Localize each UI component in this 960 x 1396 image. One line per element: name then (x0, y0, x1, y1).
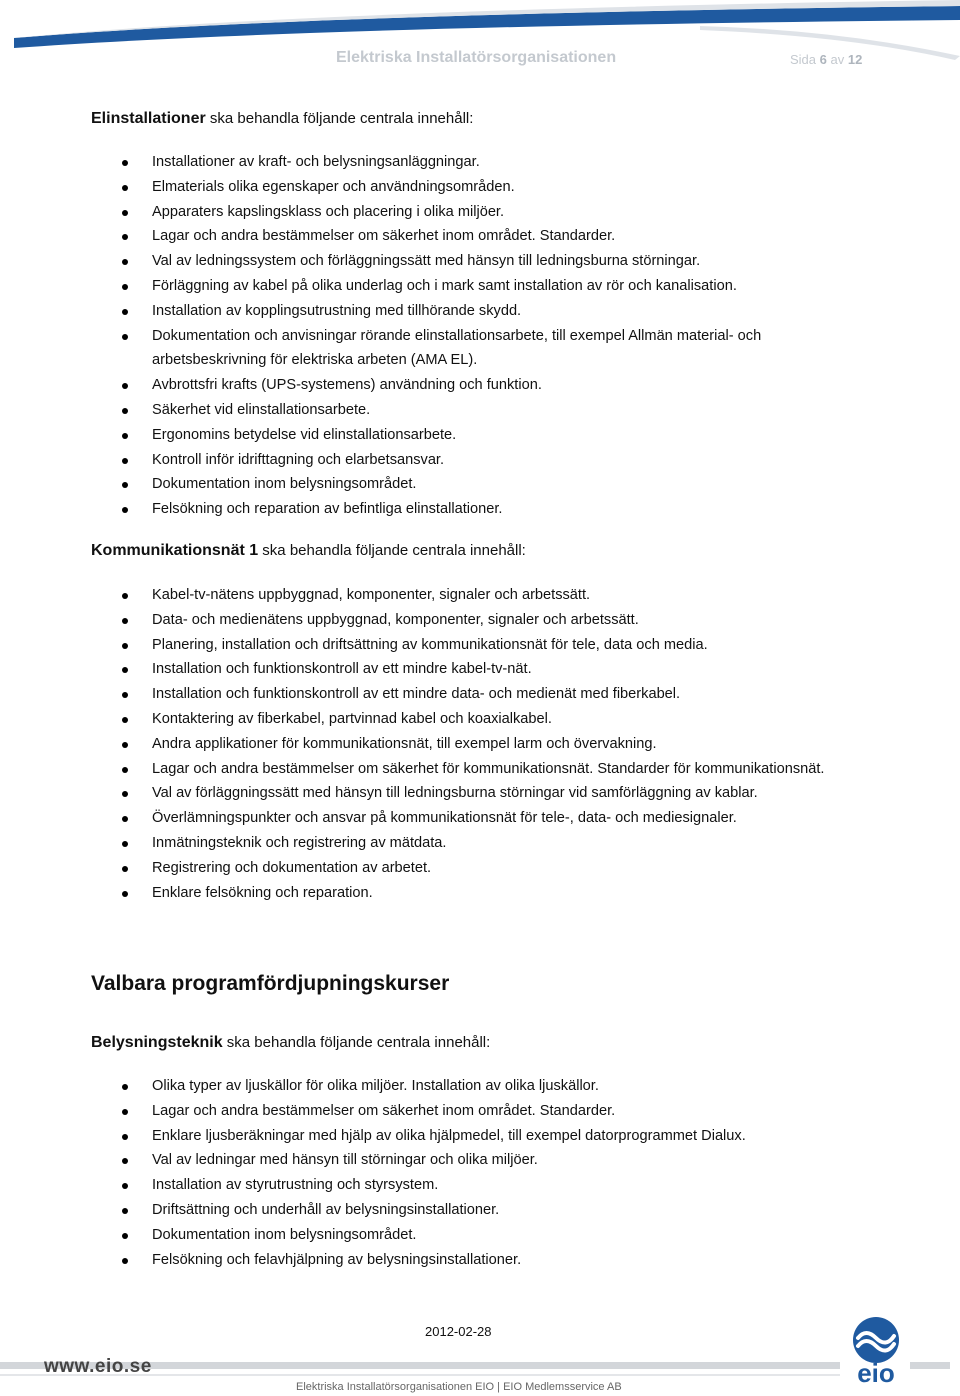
page-separator: av (830, 52, 845, 67)
list-item: Dokumentation och anvisningar rörande elinstallationsarbete, till exempel Allmän material- och arbetsbeskrivning för elektriska arbeten (AMA EL). (91, 324, 831, 374)
section-heading-belysningsteknik (91, 1034, 490, 1052)
list-item: Kabel-tv-nätens uppbyggnad, komponenter, signaler och arbetssätt. (91, 583, 831, 608)
section-heading-kommunikationsnat (91, 542, 526, 560)
list-item: Enklare ljusberäkningar med hjälp av olika hjälpmedel, till exempel datorprogrammet Dialux. (91, 1124, 831, 1149)
heading-valbara-kurser: Valbara programfördjupningskurser (91, 972, 450, 995)
list-item: Kontaktering av fiberkabel, partvinnad kabel och koaxialkabel. (91, 707, 831, 732)
page-current: 6 (819, 52, 827, 67)
list-item: Val av ledningssystem och förläggningssätt med hänsyn till ledningsburna störningar. (91, 249, 831, 274)
list-item: Överlämningspunkter och ansvar på kommunikationsnät för tele-, data- och mediesignaler. (91, 806, 831, 831)
page-prefix: Sida (790, 52, 817, 67)
list-item: Säkerhet vid elinstallationsarbete. (91, 398, 831, 423)
header-organization: Elektriska Installatörsorganisationen (336, 49, 617, 66)
list-item: Felsökning och felavhjälpning av belysningsinstallationer. (91, 1248, 831, 1273)
list-item: Installation och funktionskontroll av ett mindre data- och medienät med fiberkabel. (91, 682, 831, 707)
bullet-list-elinstallationer (91, 150, 831, 522)
section-title: Belysningsteknik (91, 1034, 223, 1051)
list-item: Installation av styrutrustning och styrsystem. (91, 1173, 831, 1198)
list-item: Elmaterials olika egenskaper och användningsområden. (91, 175, 831, 200)
list-item: Installation och funktionskontroll av ett mindre kabel-tv-nät. (91, 657, 831, 682)
section-heading-elinstallationer (91, 110, 473, 128)
list-item: Lagar och andra bestämmelser om säkerhet inom området. Standarder. (91, 1099, 831, 1124)
list-item: Ergonomins betydelse vid elinstallationsarbete. (91, 423, 831, 448)
footer-company: Elektriska Installatörsorganisationen EIO | EIO Medlemsservice AB (296, 1381, 622, 1393)
list-item: Olika typer av ljuskällor för olika miljöer. Installation av olika ljuskällor. (91, 1074, 831, 1099)
list-item: Felsökning och reparation av befintliga elinstallationer. (91, 497, 831, 522)
list-item: Dokumentation inom belysningsområdet. (91, 472, 831, 497)
section-title: Kommunikationsnät 1 (91, 542, 259, 559)
list-item: Apparaters kapslingsklass och placering i olika miljöer. (91, 200, 831, 225)
list-item: Installation av kopplingsutrustning med tillhörande skydd. (91, 299, 831, 324)
list-item: Andra applikationer för kommunikationsnät, till exempel larm och övervakning. (91, 732, 831, 757)
list-item: Förläggning av kabel på olika underlag och i mark samt installation av rör och kanalisation. (91, 274, 831, 299)
footer-date: 2012-02-28 (425, 1324, 492, 1339)
page-total: 12 (847, 52, 863, 67)
section-intro-text: ska behandla följande centrala innehåll: (205, 110, 474, 127)
list-item: Dokumentation inom belysningsområdet. (91, 1223, 831, 1248)
list-item: Inmätningsteknik och registrering av mätdata. (91, 831, 831, 856)
list-item: Lagar och andra bestämmelser om säkerhet inom området. Standarder. (91, 224, 831, 249)
list-item: Kontroll inför idrifttagning och elarbetsansvar. (91, 448, 831, 473)
bullet-list-belysningsteknik (91, 1074, 831, 1272)
section-intro-text: ska behandla följande centrala innehåll: (258, 542, 526, 559)
section-intro-text: ska behandla följande centrala innehåll: (222, 1034, 491, 1051)
list-item: Installationer av kraft- och belysningsanläggningar. (91, 150, 831, 175)
bullet-list-kommunikationsnat (91, 583, 831, 905)
eio-logo-text: eio (857, 1358, 895, 1388)
list-item: Enklare felsökning och reparation. (91, 881, 831, 906)
list-item: Val av ledningar med hänsyn till störningar och olika miljöer. (91, 1148, 831, 1173)
list-item: Driftsättning och underhåll av belysningsinstallationer. (91, 1198, 831, 1223)
list-item: Registrering och dokumentation av arbetet. (91, 856, 831, 881)
list-item: Data- och medienätens uppbyggnad, komponenter, signaler och arbetssätt. (91, 608, 831, 633)
footer-website-link[interactable]: www.eio.se (44, 1356, 152, 1377)
section-title: Elinstallationer (91, 110, 206, 127)
list-item: Avbrottsfri krafts (UPS-systemens) användning och funktion. (91, 373, 831, 398)
list-item: Planering, installation och driftsättning av kommunikationsnät för tele, data och media. (91, 633, 831, 658)
page-indicator (790, 52, 862, 67)
list-item: Val av förläggningssätt med hänsyn till ledningsburna störningar vid samförläggning av kablar. (91, 781, 831, 806)
list-item: Lagar och andra bestämmelser om säkerhet för kommunikationsnät. Standarder för kommunikationsnät. (91, 757, 831, 782)
